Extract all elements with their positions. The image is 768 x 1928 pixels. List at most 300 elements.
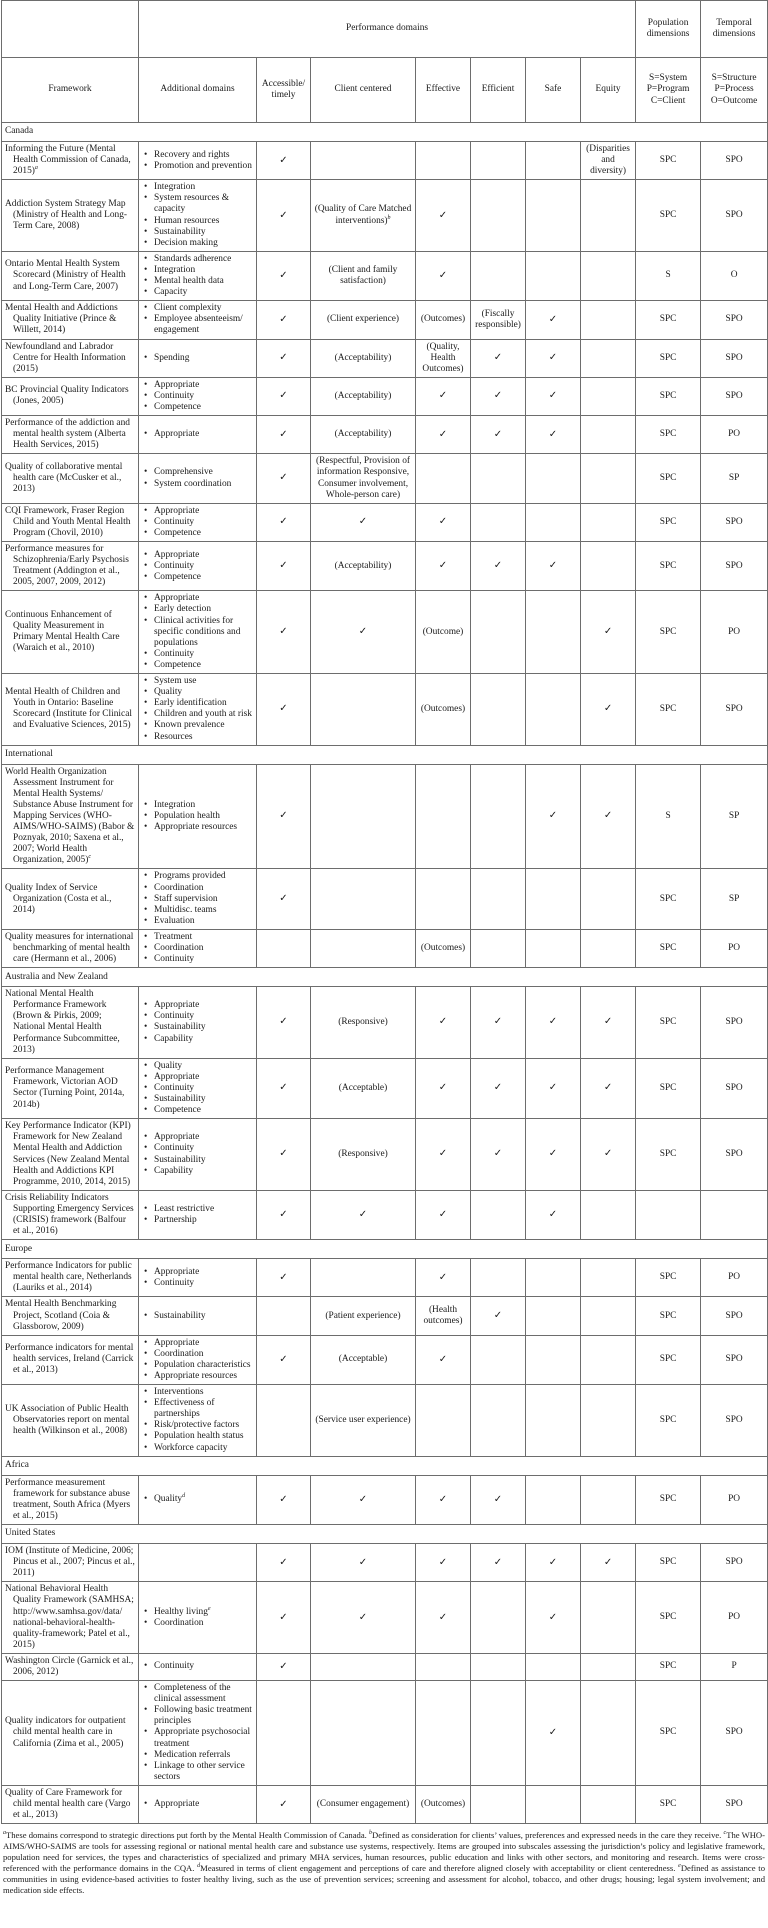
cell-value: (Responsive)	[338, 1148, 388, 1159]
additional-domain-item	[142, 1061, 253, 1072]
checkmark-icon: ✓	[279, 1660, 288, 1672]
safe-cell	[526, 454, 581, 503]
additional-domains-cell	[139, 1385, 257, 1457]
equity-cell	[581, 1544, 636, 1582]
additional-domain-text: Standards adherence	[154, 253, 232, 264]
framework-text: Quality of Care Framework for child mental health care (Vargo et al., 2013)	[5, 1787, 131, 1821]
table-row	[2, 1190, 768, 1239]
additional-domain-text: Employee absenteeism/ engagement	[154, 314, 243, 336]
additional-domain-text: Population health	[154, 810, 220, 821]
additional-domain-item	[142, 660, 253, 671]
checkmark-icon: ✓	[279, 1208, 288, 1220]
section-row	[2, 1240, 768, 1259]
cell-value: (Service user experience)	[315, 1414, 411, 1425]
additional-domains-cell	[139, 301, 257, 339]
cell-value: (Outcome)	[422, 626, 464, 637]
additional-domain-text: Appropriate	[154, 1071, 200, 1082]
population-cell	[636, 1297, 701, 1335]
additional-domain-text: Continuity	[154, 516, 195, 527]
cell-value: O	[730, 270, 738, 281]
additional-domain-text: Appropriate	[154, 1337, 200, 1348]
effective-cell	[416, 180, 471, 252]
efficient-cell	[471, 591, 526, 674]
framework-text: World Health Organization Assessment Instrument for Mental Health Systems/ Substance Abuse Instrument for Mapping Services (WHO-AIMS/WHO-SAIMS) (Babor & Poznyak, 2010; Saxena et al., 2007; World Health Organization, 2005)	[5, 766, 135, 866]
efficient-cell	[471, 1297, 526, 1335]
safe-cell	[526, 987, 581, 1059]
framework-name	[5, 506, 135, 539]
checkmark-icon: ✓	[548, 390, 558, 402]
accessible-cell	[257, 1190, 311, 1239]
population-cell	[636, 1544, 701, 1582]
additional-domain-item	[142, 649, 253, 660]
additional-domain-item	[142, 1338, 253, 1349]
framework-text: IOM (Institute of Medicine, 2006; Pincus et al., 2007; Pincus et al., 2011)	[5, 1546, 135, 1579]
framework-text: Newfoundland and Labrador Centre for Health Information (2015)	[5, 341, 126, 374]
additional-domains-cell	[139, 869, 257, 929]
client-centered-cell	[311, 1385, 416, 1457]
additional-domain-text: Appropriate psychosocial treatment	[154, 1727, 251, 1749]
additional-domain-text: Competence	[154, 401, 201, 412]
cell-value: (Consumer engagement)	[316, 1799, 410, 1809]
table-row	[2, 929, 768, 967]
additional-domain-text: Integration	[154, 182, 196, 193]
cell-value: SPC	[659, 1494, 677, 1505]
additional-domain-item	[142, 193, 253, 215]
table-row	[2, 591, 768, 674]
checkmark-icon: ✓	[603, 1148, 613, 1160]
cell-value: SPO	[725, 155, 743, 166]
additional-domain-item	[142, 1371, 253, 1382]
safe-cell	[526, 1582, 581, 1654]
accessible-cell	[257, 454, 311, 503]
cell-value: (Acceptable)	[338, 1082, 388, 1093]
section-row	[2, 745, 768, 764]
checkmark-icon: ✓	[279, 810, 288, 822]
cell-value: SPC	[659, 1727, 677, 1738]
framework-cell	[2, 1785, 139, 1823]
additional-domain-text: Capability	[154, 1165, 194, 1176]
additional-domain-text: Following basic treatment principles	[154, 1705, 252, 1727]
efficient-cell	[471, 1653, 526, 1680]
cell-value: P	[731, 1661, 737, 1672]
additional-domain-item	[142, 303, 253, 314]
additional-domain-item	[142, 402, 253, 413]
framework-cell	[2, 542, 139, 591]
framework-text: Continuous Enhancement of Quality Measurement in Primary Mental Health Care (Waraich et al., 2010)	[5, 610, 120, 654]
additional-domains-list	[142, 467, 253, 489]
additional-domain-text: Appropriate	[154, 549, 200, 560]
cell-value: PO	[728, 429, 741, 440]
temporal-cell	[701, 454, 768, 503]
additional-domain-text: Appropriate	[154, 1799, 200, 1809]
additional-domain-text: Capacity	[154, 287, 188, 298]
accessible-cell	[257, 1582, 311, 1654]
additional-domain-text: Appropriate	[154, 593, 200, 604]
checkmark-icon: ✓	[493, 390, 503, 402]
accessible-cell	[257, 416, 311, 454]
client-centered-cell	[311, 251, 416, 300]
checkmark-icon: ✓	[603, 626, 613, 638]
framework-cell	[2, 674, 139, 746]
temporal-cell	[701, 869, 768, 929]
client-centered-cell	[311, 503, 416, 541]
temporal-cell	[701, 1681, 768, 1786]
additional-domain-item	[142, 932, 253, 943]
checkmark-icon: ✓	[279, 1082, 288, 1094]
additional-domain-item	[142, 150, 253, 161]
efficient-cell	[471, 1190, 526, 1239]
population-cell	[636, 591, 701, 674]
framework-cell	[2, 1058, 139, 1118]
equity-cell	[581, 339, 636, 377]
additional-domain-item	[142, 1143, 253, 1154]
additional-domain-item	[142, 1750, 253, 1761]
section-label: Canada	[2, 123, 768, 142]
checkmark-icon: ✓	[438, 560, 448, 572]
checkmark-icon: ✓	[438, 1611, 448, 1623]
cell-value: (Acceptability)	[334, 429, 392, 440]
cell-value: SPC	[659, 352, 677, 363]
checkmark-icon: ✓	[548, 810, 558, 822]
accessible-cell	[257, 987, 311, 1059]
cell-value: SPO	[725, 390, 743, 401]
checkmark-icon: ✓	[603, 703, 613, 715]
framework-cell	[2, 180, 139, 252]
efficient-cell	[471, 377, 526, 415]
additional-domain-text: Resources	[154, 731, 193, 742]
checkmark-icon: ✓	[603, 1556, 613, 1568]
cell-value: (Fiscally responsible)	[475, 308, 521, 330]
equity-cell	[581, 377, 636, 415]
framework-name	[5, 259, 135, 292]
additional-domain-text: Mental health data	[154, 276, 224, 287]
equity-cell	[581, 454, 636, 503]
cell-value: SPO	[725, 560, 743, 571]
additional-domain-text: Appropriate	[154, 429, 200, 440]
cell-value: SPC	[659, 1310, 677, 1321]
equity-cell	[581, 1475, 636, 1524]
cell-value: SPO	[725, 1354, 743, 1365]
section-row	[2, 968, 768, 987]
framework-cell	[2, 142, 139, 180]
additional-domain-text: Early identification	[154, 698, 227, 709]
efficient-cell	[471, 142, 526, 180]
additional-domain-item	[142, 1204, 253, 1215]
additional-domains-list	[142, 1311, 253, 1322]
cell-value: SPO	[725, 516, 743, 527]
effective-cell	[416, 142, 471, 180]
client-centered-cell	[311, 542, 416, 591]
additional-domain-item	[142, 1607, 253, 1618]
cell-value: SPO	[725, 1414, 743, 1425]
cell-value: (Acceptability)	[334, 390, 392, 401]
equity-cell	[581, 542, 636, 591]
table-row	[2, 1335, 768, 1384]
framework-text: Performance indicators for mental health services, Ireland (Carrick et al., 2013)	[5, 1343, 134, 1376]
additional-domain-text: Continuity	[154, 1661, 195, 1672]
accessible-cell	[257, 1119, 311, 1191]
effective-cell	[416, 1297, 471, 1335]
framework-text: Performance of the addiction and mental health system (Alberta Health Services, 2015)	[5, 418, 130, 451]
additional-domain-item	[142, 1000, 253, 1011]
additional-domain-text: Appropriate	[154, 1132, 200, 1143]
additional-domain-text: Coordination	[154, 943, 204, 953]
additional-domain-text: Promotion and prevention	[154, 160, 252, 171]
additional-domain-text: Appropriate	[154, 1000, 200, 1011]
population-cell	[636, 1190, 701, 1239]
additional-domain-item	[142, 905, 253, 916]
cell-value: (Outcomes)	[420, 314, 466, 325]
additional-domain-item	[142, 517, 253, 528]
accessible-cell	[257, 764, 311, 869]
checkmark-icon: ✓	[279, 1798, 288, 1810]
equity-cell	[581, 987, 636, 1059]
additional-domain-text: Sustainability	[154, 1094, 206, 1105]
additional-domains-cell	[139, 142, 257, 180]
additional-domains-cell	[139, 542, 257, 591]
table-row	[2, 869, 768, 929]
framework-cell	[2, 1385, 139, 1457]
checkmark-icon: ✓	[493, 560, 503, 572]
population-cell	[636, 869, 701, 929]
framework-text: CQI Framework, Fraser Region Child and Youth Mental Health Program (Chovil, 2010)	[5, 505, 131, 538]
safe-cell	[526, 339, 581, 377]
additional-domain-item	[142, 1683, 253, 1705]
header-performance-domains: Performance domains	[139, 1, 636, 58]
effective-cell	[416, 929, 471, 967]
temporal-cell	[701, 1544, 768, 1582]
temporal-cell	[701, 1119, 768, 1191]
additional-domain-text: Competence	[154, 659, 201, 670]
checkmark-icon: ✓	[279, 516, 288, 528]
framework-text: Informing the Future (Mental Health Commission of Canada, 2015)	[5, 144, 131, 177]
footnote-marker: a	[34, 165, 38, 172]
additional-domains-cell	[139, 1335, 257, 1384]
table-row	[2, 1297, 768, 1335]
additional-domains-cell	[139, 1681, 257, 1786]
efficient-cell	[471, 339, 526, 377]
framework-cell	[2, 1544, 139, 1582]
checkmark-icon: ✓	[358, 516, 368, 528]
additional-domains-cell	[139, 1119, 257, 1191]
additional-domain-item	[142, 1011, 253, 1022]
additional-domain-text: Effectiveness of partnerships	[154, 1398, 215, 1420]
additional-domains-cell	[139, 1475, 257, 1524]
additional-domain-item	[142, 593, 253, 604]
additional-domains-list	[142, 380, 253, 413]
additional-domain-text: Appropriate	[154, 1266, 200, 1277]
additional-domain-text: Coordination	[154, 882, 204, 893]
client-centered-cell	[311, 987, 416, 1059]
additional-domain-item	[142, 604, 253, 615]
additional-domains-list	[142, 1061, 253, 1116]
footnote-marker: a	[3, 1830, 6, 1837]
additional-domain-item	[142, 916, 253, 927]
additional-domain-text: Continuity	[154, 560, 195, 571]
safe-cell	[526, 251, 581, 300]
effective-cell	[416, 1335, 471, 1384]
additional-domains-list	[142, 1661, 253, 1672]
framework-text: Performance measurement framework for substance abuse treatment, South Africa (Myers et al., 2015)	[5, 1477, 131, 1521]
safe-cell	[526, 1475, 581, 1524]
checkmark-icon: ✓	[548, 560, 558, 572]
safe-cell	[526, 674, 581, 746]
framework-name	[5, 1299, 135, 1332]
framework-name	[5, 1716, 135, 1749]
checkmark-icon: ✓	[279, 560, 288, 572]
equity-cell	[581, 1297, 636, 1335]
additional-domains-list	[142, 1683, 253, 1783]
legend-line: S=System	[649, 73, 688, 84]
framework-name	[5, 1656, 135, 1678]
effective-cell	[416, 1058, 471, 1118]
population-cell	[636, 929, 701, 967]
framework-name	[5, 462, 135, 495]
client-centered-cell	[311, 142, 416, 180]
efficient-cell	[471, 251, 526, 300]
client-centered-cell	[311, 1475, 416, 1524]
client-centered-cell	[311, 1544, 416, 1582]
equity-cell	[581, 591, 636, 674]
additional-domain-item	[142, 1105, 253, 1116]
table-row	[2, 1785, 768, 1823]
effective-cell	[416, 1544, 471, 1582]
efficient-cell	[471, 764, 526, 869]
additional-domains-cell	[139, 1582, 257, 1654]
additional-domain-item	[142, 1398, 253, 1420]
effective-cell	[416, 1475, 471, 1524]
effective-cell	[416, 416, 471, 454]
header-framework: Framework	[2, 58, 139, 123]
equity-cell	[581, 1335, 636, 1384]
additional-domain-text: Completeness of the clinical assessment	[154, 1683, 231, 1705]
efficient-cell	[471, 1544, 526, 1582]
cell-value: SPC	[659, 1414, 677, 1425]
checkmark-icon: ✓	[548, 313, 558, 325]
checkmark-icon: ✓	[279, 352, 288, 364]
cell-value: PO	[728, 1272, 741, 1283]
accessible-cell	[257, 869, 311, 929]
additional-domain-item	[142, 1311, 253, 1322]
additional-domain-text: Evaluation	[154, 915, 195, 926]
framework-text: Addiction System Strategy Map (Ministry of Health and Long-Term Care, 2008)	[5, 198, 128, 232]
effective-cell	[416, 251, 471, 300]
checkmark-icon: ✓	[438, 428, 448, 440]
accessible-cell	[257, 1259, 311, 1297]
population-cell	[636, 301, 701, 339]
equity-cell	[581, 869, 636, 929]
additional-domains-cell	[139, 1785, 257, 1823]
checkmark-icon: ✓	[603, 1082, 613, 1094]
framework-name	[5, 1121, 135, 1188]
additional-domains-cell	[139, 1259, 257, 1297]
additional-domain-text: Continuity	[154, 390, 195, 401]
additional-domains-list	[142, 1387, 253, 1454]
framework-name	[5, 1261, 135, 1294]
checkmark-icon: ✓	[548, 428, 558, 440]
checkmark-icon: ✓	[358, 1611, 368, 1623]
cell-value: (Quality, Health Outcomes)	[422, 341, 464, 374]
additional-domains-list	[142, 593, 253, 671]
footnote-text: The WHO-AIMS/WHO-SAIMS are tools for assessing regional or national mental health care and substance use systems, respectively. Items are grouped into subscales assessing the jurisdiction’s policy and legislative framework, population need for services, the types and characteristics of specialized and primary MHA services, human resources, public education and links with other sectors, and monitoring and research. Items were cross-referenced with the performance domains in the CQA.	[3, 1830, 766, 1874]
safe-cell	[526, 1681, 581, 1786]
checkmark-icon: ✓	[358, 626, 368, 638]
additional-domain-item	[142, 1618, 253, 1629]
client-centered-cell	[311, 339, 416, 377]
header-population-legend	[636, 58, 701, 123]
additional-domain-item	[142, 1494, 253, 1505]
footnote-marker: b	[387, 214, 391, 221]
safe-cell	[526, 1058, 581, 1118]
accessible-cell	[257, 1681, 311, 1786]
additional-domain-item	[142, 1761, 253, 1783]
additional-domain-item	[142, 479, 253, 490]
additional-domain-text: Appropriate	[154, 379, 200, 390]
additional-domain-text: Continuity	[154, 1082, 195, 1093]
safe-cell	[526, 1335, 581, 1384]
table-row	[2, 1385, 768, 1457]
table-row	[2, 503, 768, 541]
checkmark-icon: ✓	[548, 1611, 558, 1623]
temporal-cell	[701, 987, 768, 1059]
checkmark-icon: ✓	[358, 1556, 368, 1568]
cell-value: (Responsive)	[338, 1016, 388, 1027]
effective-cell	[416, 1785, 471, 1823]
safe-cell	[526, 869, 581, 929]
additional-domain-text: Population health status	[154, 1431, 244, 1442]
checkmark-icon: ✓	[548, 1082, 558, 1094]
additional-domains-list	[142, 303, 253, 336]
legend-line: O=Outcome	[710, 95, 758, 106]
checkmark-icon: ✓	[279, 703, 288, 715]
framework-name	[5, 303, 135, 336]
framework-name	[5, 1193, 135, 1237]
framework-cell	[2, 454, 139, 503]
additional-domains-list	[142, 182, 253, 249]
temporal-cell	[701, 1335, 768, 1384]
framework-name	[5, 932, 135, 965]
framework-cell	[2, 1681, 139, 1786]
cell-value: PO	[728, 1612, 741, 1623]
efficient-cell	[471, 1058, 526, 1118]
client-centered-cell	[311, 454, 416, 503]
temporal-cell	[701, 377, 768, 415]
table-row	[2, 1475, 768, 1524]
checkmark-icon: ✓	[438, 269, 448, 281]
additional-domain-item	[142, 161, 253, 172]
framework-text: Key Performance Indicator (KPI) Framework for New Zealand Mental Health and Addiction Services (New Zealand Mental Health and Addictions KPI Programme, 2010, 2014, 2015)	[5, 1121, 131, 1187]
checkmark-icon: ✓	[493, 1082, 503, 1094]
additional-domain-item	[142, 182, 253, 193]
checkmark-icon: ✓	[279, 269, 288, 281]
additional-domains-list	[142, 506, 253, 539]
framework-text: Mental Health Benchmarking Project, Scotland (Coia & Glassborow, 2009)	[5, 1299, 117, 1332]
equity-cell	[581, 674, 636, 746]
framework-cell	[2, 377, 139, 415]
checkmark-icon: ✓	[279, 893, 288, 905]
additional-domain-text: Capability	[154, 1033, 194, 1044]
checkmark-icon: ✓	[493, 1493, 503, 1505]
cell-value: SP	[728, 472, 740, 483]
safe-cell	[526, 1259, 581, 1297]
framework-cell	[2, 1582, 139, 1654]
cell-value: S	[665, 270, 671, 281]
cell-value: SPC	[659, 390, 677, 401]
section-row	[2, 1456, 768, 1475]
additional-domain-item	[142, 720, 253, 731]
safe-cell	[526, 503, 581, 541]
additional-domain-item	[142, 380, 253, 391]
